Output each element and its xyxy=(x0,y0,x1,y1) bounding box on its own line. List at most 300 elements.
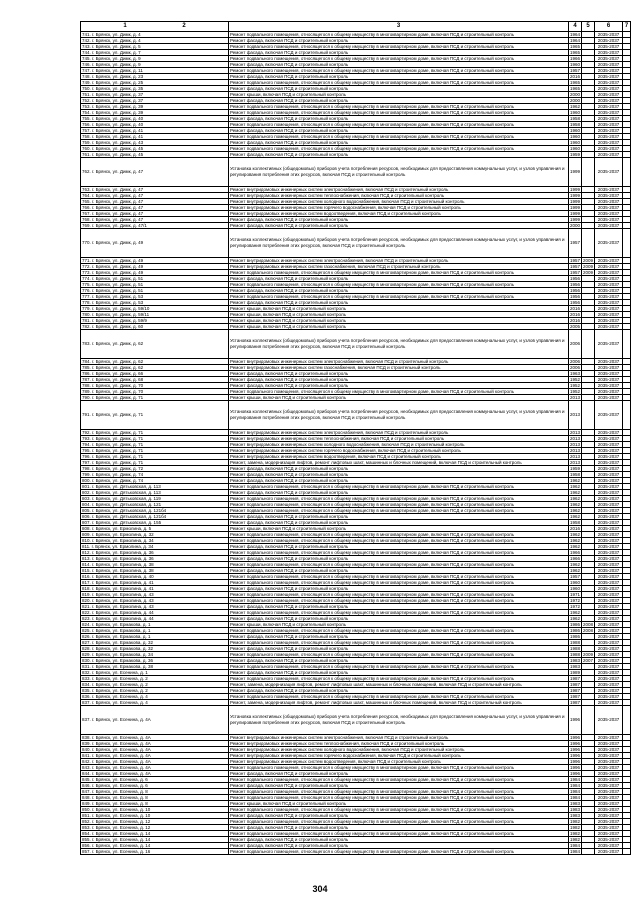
planned-period-cell: 2035-2037 xyxy=(595,282,623,288)
work-type-cell: Ремонт фасада, включая ПСД и строительный контроль xyxy=(229,128,569,134)
work-type-cell: Ремонт фасада, включая ПСД и строительный контроль xyxy=(229,140,569,146)
work-type-cell: Ремонт фасада, включая ПСД и строительный контроль xyxy=(229,616,569,622)
address-cell: 770. г. Брянск, ул. Димк, д. 49 xyxy=(81,229,229,258)
address-cell: 778. г. Брянск, ул. Димк, д. 53 xyxy=(81,300,229,306)
work-type-cell: Ремонт подвального помещения, относящегося к общему имуществу в многоквартирном доме, включая ПСД и строительный контроль xyxy=(229,146,569,152)
year-built-cell: 1957 xyxy=(570,574,581,579)
work-type-cell: Ремонт фасада, включая ПСД и строительный контроль xyxy=(229,300,569,306)
address-cell: 837. г. Брянск, ул. Есенина, д. 4 xyxy=(81,700,229,706)
work-type-cell: Ремонт фасада, включая ПСД и строительный контроль xyxy=(229,116,569,122)
address-cell: 847. г. Брянск, ул. Есенина, д. 8 xyxy=(81,789,229,795)
year-built-cell: 1988 xyxy=(570,652,581,657)
year-built-cell: 1964 xyxy=(570,38,581,43)
address-cell: 848. г. Брянск, ул. Есенина, д. 8 xyxy=(81,795,229,801)
year-built-cell: 1957 xyxy=(569,229,582,258)
work-type-cell: Ремонт фасада, включая ПСД и строительный контроль xyxy=(229,544,569,550)
address-cell: 764. г. Брянск, ул. Димк, д. 47 xyxy=(81,193,229,199)
year-built-cell: 1960 xyxy=(570,134,581,139)
planned-period-cell: 2035-2037 xyxy=(595,98,623,104)
planned-period-cell: 2035-2037 xyxy=(595,496,623,502)
work-type-cell: Ремонт фасада, включая ПСД и строительный контроль xyxy=(229,813,569,819)
planned-period-cell: 2035-2037 xyxy=(595,610,623,616)
work-type-cell: Ремонт крыши, включая ПСД и строительный контроль xyxy=(229,622,569,628)
work-type-cell: Ремонт подвального помещения, относящегося к общему имуществу в многоквартирном доме, включая ПСД и строительный контроль xyxy=(229,777,569,783)
planned-period-cell: 2035-2037 xyxy=(595,270,623,276)
planned-period-cell: 2035-2037 xyxy=(595,377,623,383)
table-header-row xyxy=(81,22,631,32)
address-cell: 756. г. Брянск, ул. Димк, д. 40 xyxy=(81,122,229,128)
planned-period-cell: 2035-2037 xyxy=(595,430,623,436)
planned-period-cell: 2035-2037 xyxy=(595,44,623,50)
year-built-cell: 1957 xyxy=(570,264,581,269)
planned-period-cell: 2035-2037 xyxy=(595,300,623,306)
address-cell: 765. г. Брянск, ул. Димк, д. 47 xyxy=(81,199,229,205)
address-cell: 802. г. Брянск, ул. Дятьковская, д. 113 xyxy=(81,490,229,496)
year-built-cell: 1960 xyxy=(570,586,581,591)
planned-period-cell: 2035-2037 xyxy=(595,306,623,312)
address-cell: 846. г. Брянск, ул. Есенина, д. 6 xyxy=(81,783,229,789)
planned-period-cell: 2035-2037 xyxy=(595,264,623,270)
planned-period-cell: 2035-2037 xyxy=(595,288,623,294)
planned-period-cell: 2035-2037 xyxy=(595,676,623,682)
year-built-cell: 1964 xyxy=(570,32,581,37)
address-cell: 750. г. Брянск, ул. Димк, д. 35 xyxy=(81,86,229,92)
work-type-cell: Установка коллективных (общедомовых) приборов учета потребления ресурсов, необходимых для предоставления коммунальных услуг, и узлов управления и регулирования потребления этих ресурсов, включая ПСД и строительный контроль xyxy=(229,401,569,430)
address-cell: 857. г. Брянск, ул. Есенина, д. 16 xyxy=(81,849,229,855)
work-type-cell: Ремонт крыши, включая ПСД и строительный контроль xyxy=(229,526,569,532)
work-type-cell: Ремонт фасада, включая ПСД и строительный контроль xyxy=(229,152,569,158)
planned-period-cell: 2035-2037 xyxy=(595,747,623,753)
work-type-cell: Ремонт фасада, включая ПСД и строительный контроль xyxy=(229,383,569,389)
planned-period-cell: 2035-2037 xyxy=(595,38,623,44)
planned-period-cell: 2035-2037 xyxy=(595,395,623,401)
address-cell: 777. г. Брянск, ул. Димк, д. 53 xyxy=(81,294,229,300)
year-built-cell: 1999 xyxy=(570,199,581,204)
planned-period-cell: 2035-2037 xyxy=(595,140,623,146)
work-type-cell: Ремонт фасада, включая ПСД и строительный контроль xyxy=(229,50,569,56)
work-type-cell: Ремонт внутридомовых инженерных систем водоотведения, включая ПСД и строительный контроль xyxy=(229,454,569,460)
year-built-cell: 2013 xyxy=(570,430,581,435)
address-cell: 793. г. Брянск, ул. Димк, д. 71 xyxy=(81,436,229,442)
planned-period-cell: 2035-2037 xyxy=(595,831,623,837)
planned-period-cell: 2035-2037 xyxy=(595,276,623,282)
planned-period-cell: 2035-2037 xyxy=(595,753,623,759)
planned-period-cell: 2035-2037 xyxy=(595,538,623,544)
year-built-cell: 1962 xyxy=(570,496,581,501)
address-cell: 749. г. Брянск, ул. Димк, д. 25 xyxy=(81,80,229,86)
planned-period-cell: 2035-2037 xyxy=(595,735,623,741)
address-cell: 827. г. Брянск, ул. Ермакова, д. 32 xyxy=(81,640,229,646)
capital-repair-table xyxy=(80,21,631,855)
year-built-cell: 1989 xyxy=(570,670,581,675)
work-type-cell: Ремонт подвального помещения, относящегося к общему имуществу в многоквартирном доме, включая ПСД и строительный контроль xyxy=(229,104,569,110)
planned-period-cell: 2035-2037 xyxy=(595,783,623,789)
year-built-cell: 1996 xyxy=(569,706,582,735)
planned-period-cell: 2035-2037 xyxy=(595,104,623,110)
last-repair-year-cell: 2007 xyxy=(583,658,594,663)
planned-period-cell: 2035-2037 xyxy=(595,128,623,134)
address-cell: 758. г. Брянск, ул. Димк, д. 41 xyxy=(81,134,229,140)
address-cell: 803. г. Брянск, ул. Дятьковская, д. 119 xyxy=(81,496,229,502)
work-type-cell: Ремонт внутридомовых инженерных систем теплоснабжения, включая ПСД и строительный контроль xyxy=(229,436,569,442)
planned-period-cell: 2035-2037 xyxy=(595,365,623,371)
year-built-cell: 1958 xyxy=(570,520,581,525)
address-cell: 774. г. Брянск, ул. Димк, д. 51 xyxy=(81,276,229,282)
table-row xyxy=(81,401,631,430)
planned-period-cell: 2035-2037 xyxy=(595,526,623,532)
planned-period-cell: 2035-2037 xyxy=(595,56,623,62)
year-built-cell: 1982 xyxy=(570,831,581,836)
year-built-cell: 1956 xyxy=(570,300,581,305)
work-type-cell: Ремонт внутридомовых инженерных систем теплоснабжения, включая ПСД и строительный контроль xyxy=(229,741,569,747)
planned-period-cell: 2035-2037 xyxy=(595,122,623,128)
year-built-cell: 1972 xyxy=(570,598,581,603)
work-type-cell: Ремонт подвального помещения, относящегося к общему имуществу в многоквартирном доме, включая ПСД и строительный контроль xyxy=(229,134,569,140)
address-cell: 830. г. Брянск, ул. Ермакова, д. 36 xyxy=(81,658,229,664)
last-repair-year-cell: 2008 xyxy=(583,628,594,633)
address-cell: 795. г. Брянск, ул. Димк, д. 71 xyxy=(81,448,229,454)
year-built-cell: 1999 xyxy=(570,187,581,192)
planned-period-cell: 2035-2037 xyxy=(595,765,623,771)
planned-period-cell: 2035-2037 xyxy=(595,741,623,747)
planned-period-cell: 2035-2037 xyxy=(595,205,623,211)
planned-period-cell: 2035-2037 xyxy=(595,652,623,658)
work-type-cell: Ремонт фасада, включая ПСД и строительный контроль xyxy=(229,514,569,520)
note-cell xyxy=(623,229,631,258)
year-built-cell: 1986 xyxy=(570,622,581,627)
year-built-cell: 1983 xyxy=(570,801,581,806)
address-cell: 799. г. Брянск, ул. Димк, д. 74 xyxy=(81,472,229,478)
year-built-cell: 2013 xyxy=(569,401,582,430)
address-cell: 772. г. Брянск, ул. Димк, д. 49 xyxy=(81,264,229,270)
work-type-cell: Установка коллективных (общедомовых) приборов учета потребления ресурсов, необходимых для предоставления коммунальных услуг, и узлов управления и регулирования потребления этих ресурсов, включая ПСД и строительный контроль xyxy=(229,706,569,735)
address-cell: 767. г. Брянск, ул. Димк, д. 47 xyxy=(81,211,229,217)
address-cell: 852. г. Брянск, ул. Есенина, д. 12 xyxy=(81,819,229,825)
planned-period-cell: 2035-2037 xyxy=(595,436,623,442)
note-cell xyxy=(623,330,631,359)
planned-period-cell: 2035-2037 xyxy=(595,706,623,735)
address-cell: 761. г. Брянск, ул. Димк, д. 45 xyxy=(81,152,229,158)
address-cell: 762. г. Брянск, ул. Димк, д. 47 xyxy=(81,158,229,187)
work-type-cell: Установка коллективных (общедомовых) приборов учета потребления ресурсов, необходимых для предоставления коммунальных услуг, и узлов управления и регулирования потребления этих ресурсов, включая ПСД и строительный контроль xyxy=(229,158,569,187)
year-built-cell: 1984 xyxy=(570,849,581,854)
planned-period-cell: 2035-2037 xyxy=(595,646,623,652)
year-built-cell: 1958 xyxy=(570,122,581,127)
work-type-cell: Ремонт фасада, включая ПСД и строительный контроль xyxy=(229,86,569,92)
last-repair-year-cell: 2008 xyxy=(583,622,594,627)
address-cell: 828. г. Брянск, ул. Ермакова, д. 32 xyxy=(81,646,229,652)
year-built-cell: 1962 xyxy=(570,568,581,573)
year-built-cell: 1986 xyxy=(570,628,581,633)
planned-period-cell: 2035-2037 xyxy=(595,50,623,56)
address-cell: 754. г. Брянск, ул. Димк, д. 39 xyxy=(81,110,229,116)
planned-period-cell: 2035-2037 xyxy=(595,801,623,807)
address-cell: 751. г. Брянск, ул. Димк, д. 37 xyxy=(81,92,229,98)
work-type-cell: Ремонт внутридомовых инженерных систем электроснабжения, включая ПСД и строительный контроль xyxy=(229,359,569,365)
address-cell: 832. г. Брянск, ул. Есенина, д. 1 xyxy=(81,670,229,676)
planned-period-cell: 2035-2037 xyxy=(595,825,623,831)
year-built-cell: 1999 xyxy=(569,158,582,187)
header-cell-col-6: 6 xyxy=(595,22,623,32)
work-type-cell: Ремонт, замена, модернизация лифтов, ремонт лифтовых шахт, машинных и блочных помещений, включая ПСД и строительный контроль xyxy=(229,460,569,466)
last-repair-year-cell xyxy=(582,229,595,258)
year-built-cell: 1984 xyxy=(570,783,581,788)
work-type-cell: Ремонт внутридомовых инженерных систем горячего водоснабжения, включая ПСД и строительный контроль xyxy=(229,448,569,454)
year-built-cell: 1984 xyxy=(570,795,581,800)
year-built-cell: 2013 xyxy=(570,454,581,459)
work-type-cell: Ремонт фасада, включая ПСД и строительный контроль xyxy=(229,586,569,592)
work-type-cell: Ремонт внутридомовых инженерных систем электроснабжения, включая ПСД и строительный контроль xyxy=(229,430,569,436)
work-type-cell: Ремонт подвального помещения, относящегося к общему имуществу в многоквартирном доме, включая ПСД и строительный контроль xyxy=(229,508,569,514)
work-type-cell: Ремонт подвального помещения, относящегося к общему имуществу в многоквартирном доме, включая ПСД и строительный контроль xyxy=(229,532,569,538)
address-cell: 805. г. Брянск, ул. Дятьковская, д. 121б4 xyxy=(81,508,229,514)
work-type-cell: Ремонт фасада, включая ПСД и строительный контроль xyxy=(229,670,569,676)
year-built-cell: 1966 xyxy=(570,556,581,561)
work-type-cell: Ремонт фасада, включая ПСД и строительный контроль xyxy=(229,783,569,789)
last-repair-year-cell: 2009 xyxy=(583,652,594,657)
address-cell: 808. г. Брянск, ул. Ермолина, д. 5 xyxy=(81,526,229,532)
planned-period-cell: 2035-2037 xyxy=(595,694,623,700)
year-built-cell: 2013 xyxy=(570,395,581,400)
year-built-cell: 1962 xyxy=(570,610,581,615)
work-type-cell: Ремонт подвального помещения, относящегося к общему имуществу в многоквартирном доме, включая ПСД и строительный контроль xyxy=(229,484,569,490)
address-cell: 786. г. Брянск, ул. Димк, д. 66 xyxy=(81,371,229,377)
year-built-cell: 1962 xyxy=(570,562,581,567)
planned-period-cell: 2035-2037 xyxy=(595,580,623,586)
work-type-cell: Ремонт крыши, включая ПСД и строительный контроль xyxy=(229,395,569,401)
year-built-cell: 1996 xyxy=(570,747,581,752)
address-cell: 856. г. Брянск, ул. Есенина, д. 14 xyxy=(81,843,229,849)
year-built-cell: 1958 xyxy=(570,116,581,121)
work-type-cell: Ремонт внутридомовых инженерных систем холодного водоснабжения, включая ПСД и строительный контроль xyxy=(229,747,569,753)
planned-period-cell: 2035-2037 xyxy=(595,74,623,80)
work-type-cell: Ремонт фасада, включая ПСД и строительный контроль xyxy=(229,98,569,104)
note-cell xyxy=(623,158,631,187)
address-cell: 741. г. Брянск, ул. Димк, д. 4 xyxy=(81,32,229,38)
planned-period-cell: 2035-2037 xyxy=(595,586,623,592)
address-cell: 783. г. Брянск, ул. Димк, д. 62 xyxy=(81,330,229,359)
year-built-cell: 2006 xyxy=(569,330,582,359)
address-cell: 836. г. Брянск, ул. Есенина, д. 4 xyxy=(81,694,229,700)
year-built-cell: 1982 xyxy=(570,837,581,842)
planned-period-cell: 2035-2037 xyxy=(595,849,623,855)
address-cell: 821. г. Брянск, ул. Ермолина, д. 43 xyxy=(81,604,229,610)
year-built-cell: 1965 xyxy=(570,80,581,85)
address-cell: 839. г. Брянск, ул. Есенина, д. 4А xyxy=(81,741,229,747)
work-type-cell: Ремонт подвального помещения, относящегося к общему имуществу в многоквартирном доме, включая ПСД и строительный контроль xyxy=(229,538,569,544)
last-repair-year-cell xyxy=(582,330,595,359)
planned-period-cell: 2035-2037 xyxy=(595,134,623,140)
planned-period-cell: 2035-2037 xyxy=(595,640,623,646)
planned-period-cell: 2035-2037 xyxy=(595,550,623,556)
work-type-cell: Установка коллективных (общедомовых) приборов учета потребления ресурсов, необходимых для предоставления коммунальных услуг, и узлов управления и регулирования потребления этих ресурсов, включая ПСД и строительный контроль xyxy=(229,330,569,359)
planned-period-cell: 2035-2037 xyxy=(595,86,623,92)
address-cell: 748. г. Брянск, ул. Димк, д. 23 xyxy=(81,74,229,80)
work-type-cell: Ремонт фасада, включая ПСД и строительный контроль xyxy=(229,276,569,282)
work-type-cell: Ремонт подвального помещения, относящегося к общему имуществу в многоквартирном доме, включая ПСД и строительный контроль xyxy=(229,652,569,658)
work-type-cell: Ремонт фасада, включая ПСД и строительный контроль xyxy=(229,288,569,294)
address-cell: 789. г. Брянск, ул. Димк, д. 70 xyxy=(81,389,229,395)
work-type-cell: Ремонт фасада, включая ПСД и строительный контроль xyxy=(229,646,569,652)
address-cell: 825. г. Брянск, ул. Ермакова, д. 1 xyxy=(81,628,229,634)
address-cell: 792. г. Брянск, ул. Димк, д. 71 xyxy=(81,430,229,436)
work-type-cell: Ремонт подвального помещения, относящегося к общему имуществу в многоквартирном доме, включая ПСД и строительный контроль xyxy=(229,122,569,128)
header-cell-col-7: 7 xyxy=(623,22,631,32)
address-cell: 815. г. Брянск, ул. Ермолина, д. 38 xyxy=(81,568,229,574)
address-cell: 797. г. Брянск, ул. Димк, д. 71 xyxy=(81,460,229,466)
address-cell: 755. г. Брянск, ул. Димк, д. 40 xyxy=(81,116,229,122)
planned-period-cell: 2035-2037 xyxy=(595,460,623,466)
work-type-cell: Ремонт подвального помещения, относящегося к общему имуществу в многоквартирном доме, включая ПСД и строительный контроль xyxy=(229,676,569,682)
planned-period-cell: 2035-2037 xyxy=(595,80,623,86)
planned-period-cell: 2035-2037 xyxy=(595,789,623,795)
address-cell: 775. г. Брянск, ул. Димк, д. 51 xyxy=(81,282,229,288)
address-cell: 843. г. Брянск, ул. Есенина, д. 4А xyxy=(81,765,229,771)
year-built-cell: 1982 xyxy=(570,819,581,824)
year-built-cell: 2006 xyxy=(570,359,581,364)
work-type-cell: Ремонт крыши, включая ПСД и строительный контроль xyxy=(229,318,569,324)
address-cell: 743. г. Брянск, ул. Димк, д. 5 xyxy=(81,44,229,50)
planned-period-cell: 2035-2037 xyxy=(595,478,623,484)
year-built-cell: 1966 xyxy=(570,56,581,61)
year-built-cell: 1983 xyxy=(570,664,581,669)
year-built-cell: 1956 xyxy=(570,294,581,299)
year-built-cell: 1996 xyxy=(570,765,581,770)
last-repair-year-cell xyxy=(582,158,595,187)
work-type-cell: Ремонт внутридомовых инженерных систем горячего водоснабжения, включая ПСД и строительный контроль xyxy=(229,753,569,759)
year-built-cell: 1987 xyxy=(570,682,581,687)
address-cell: 790. г. Брянск, ул. Димк, д. 71 xyxy=(81,395,229,401)
planned-period-cell: 2035-2037 xyxy=(595,223,623,229)
year-built-cell: 1999 xyxy=(570,205,581,210)
address-cell: 854. г. Брянск, ул. Есенина, д. 14 xyxy=(81,831,229,837)
address-cell: 780. г. Брянск, ул. Димк, д. 59/11 xyxy=(81,312,229,318)
last-repair-year-cell xyxy=(582,401,595,430)
planned-period-cell: 2035-2037 xyxy=(595,688,623,694)
table-row xyxy=(81,229,631,258)
year-built-cell: 1982 xyxy=(570,825,581,830)
year-built-cell: 1987 xyxy=(570,694,581,699)
year-built-cell: 1952 xyxy=(570,383,581,388)
planned-period-cell: 2035-2037 xyxy=(595,371,623,377)
work-type-cell: Ремонт подвального помещения, относящегося к общему имуществу в многоквартирном доме, включая ПСД и строительный контроль xyxy=(229,389,569,395)
planned-period-cell: 2035-2037 xyxy=(595,383,623,389)
year-built-cell: 2013 xyxy=(570,436,581,441)
address-cell: 841. г. Брянск, ул. Есенина, д. 4А xyxy=(81,753,229,759)
work-type-cell: Ремонт подвального помещения, относящегося к общему имуществу в многоквартирном доме, включая ПСД и строительный контроль xyxy=(229,68,569,74)
last-repair-year-cell xyxy=(582,849,595,855)
year-built-cell: 1956 xyxy=(570,276,581,281)
year-built-cell: 1960 xyxy=(570,580,581,585)
year-built-cell: 1959 xyxy=(570,466,581,471)
planned-period-cell: 2035-2037 xyxy=(595,32,623,38)
planned-period-cell: 2035-2037 xyxy=(595,807,623,813)
address-cell: 753. г. Брянск, ул. Димк, д. 39 xyxy=(81,104,229,110)
address-cell: 796. г. Брянск, ул. Димк, д. 71 xyxy=(81,454,229,460)
work-type-cell: Ремонт фасада, включая ПСД и строительный контроль xyxy=(229,825,569,831)
work-type-cell: Ремонт подвального помещения, относящегося к общему имуществу в многоквартирном доме, включая ПСД и строительный контроль xyxy=(229,807,569,813)
planned-period-cell: 2035-2037 xyxy=(595,843,623,849)
address-cell: 823. г. Брянск, ул. Ермолина, д. 44 xyxy=(81,616,229,622)
work-type-cell: Установка коллективных (общедомовых) приборов учета потребления ресурсов, необходимых для предоставления коммунальных услуг, и узлов управления и регулирования потребления этих ресурсов, включая ПСД и строительный контроль xyxy=(229,229,569,258)
year-built-cell: 1999 xyxy=(570,217,581,222)
work-type-cell: Ремонт внутридомовых инженерных систем газоснабжения, включая ПСД и строительный контроль xyxy=(229,365,569,371)
address-cell: 747. г. Брянск, ул. Димк, д. 11 xyxy=(81,68,229,74)
year-built-cell: 1962 xyxy=(570,502,581,507)
address-cell: 849. г. Брянск, ул. Есенина, д. 8 xyxy=(81,801,229,807)
last-repair-year-cell xyxy=(582,706,595,735)
work-type-cell: Ремонт подвального помещения, относящегося к общему имуществу в многоквартирном доме, включая ПСД и строительный контроль xyxy=(229,580,569,586)
work-type-cell: Ремонт подвального помещения, относящегося к общему имуществу в многоквартирном доме, включая ПСД и строительный контроль xyxy=(229,765,569,771)
work-type-cell: Ремонт подвального помещения, относящегося к общему имуществу в многоквартирном доме, включая ПСД и строительный контроль xyxy=(229,80,569,86)
planned-period-cell: 2035-2037 xyxy=(595,592,623,598)
planned-period-cell: 2035-2037 xyxy=(595,92,623,98)
planned-period-cell: 2035-2037 xyxy=(595,312,623,318)
work-type-cell: Ремонт фасада, включая ПСД и строительный контроль xyxy=(229,38,569,44)
work-type-cell: Ремонт подвального помещения, относящегося к общему имуществу в многоквартирном доме, включая ПСД и строительный контроль xyxy=(229,694,569,700)
work-type-cell: Ремонт внутридомовых инженерных систем холодного водоснабжения, включая ПСД и строительный контроль xyxy=(229,442,569,448)
work-type-cell: Ремонт подвального помещения, относящегося к общему имуществу в многоквартирном доме, включая ПСД и строительный контроль xyxy=(229,789,569,795)
work-type-cell: Ремонт фасада, включая ПСД и строительный контроль xyxy=(229,478,569,484)
year-built-cell: 1984 xyxy=(570,843,581,848)
address-cell: 826. г. Брянск, ул. Ермакова, д. 1 xyxy=(81,634,229,640)
address-cell: 766. г. Брянск, ул. Димк, д. 47 xyxy=(81,205,229,211)
address-cell: 819. г. Брянск, ул. Ермолина, д. 43 xyxy=(81,592,229,598)
planned-period-cell: 2035-2037 xyxy=(595,544,623,550)
year-built-cell: 1952 xyxy=(570,389,581,394)
address-cell: 763. г. Брянск, ул. Димк, д. 47 xyxy=(81,187,229,193)
year-built-cell: 2016 xyxy=(570,526,581,531)
year-built-cell: 1957 xyxy=(570,270,581,275)
work-type-cell: Ремонт, замена, модернизация лифтов, ремонт лифтовых шахт, машинных и блочных помещений, включая ПСД и строительный контроль xyxy=(229,700,569,706)
address-cell: 773. г. Брянск, ул. Димк, д. 49 xyxy=(81,270,229,276)
planned-period-cell: 2035-2037 xyxy=(595,795,623,801)
work-type-cell: Ремонт внутридомовых инженерных систем электроснабжения, включая ПСД и строительный контроль xyxy=(229,735,569,741)
planned-period-cell: 2035-2037 xyxy=(595,574,623,580)
work-type-cell: Ремонт крыши, включая ПСД и строительный контроль xyxy=(229,306,569,312)
planned-period-cell: 2035-2037 xyxy=(595,401,623,430)
work-type-cell: Ремонт крыши, включая ПСД и строительный контроль xyxy=(229,312,569,318)
year-built-cell: 1962 xyxy=(570,538,581,543)
address-cell: 845. г. Брянск, ул. Есенина, д. 6 xyxy=(81,777,229,783)
work-type-cell: Ремонт внутридомовых инженерных систем холодного водоснабжения, включая ПСД и строительный контроль xyxy=(229,199,569,205)
header-cell-col-5: 5 xyxy=(582,22,595,32)
planned-period-cell: 2035-2037 xyxy=(595,448,623,454)
address-cell: 842. г. Брянск, ул. Есенина, д. 4А xyxy=(81,759,229,765)
work-type-cell: Ремонт подвального помещения, относящегося к общему имуществу в многоквартирном доме, включая ПСД и строительный контроль xyxy=(229,56,569,62)
address-cell: 834. г. Брянск, ул. Есенина, д. 2 xyxy=(81,682,229,688)
planned-period-cell: 2035-2037 xyxy=(595,837,623,843)
year-built-cell: 1962 xyxy=(570,514,581,519)
planned-period-cell: 2035-2037 xyxy=(595,62,623,68)
work-type-cell: Ремонт подвального помещения, относящегося к общему имуществу в многоквартирном доме, включая ПСД и строительный контроль xyxy=(229,550,569,556)
planned-period-cell: 2035-2037 xyxy=(595,568,623,574)
address-cell: 837. г. Брянск, ул. Есенина, д. 4А xyxy=(81,706,229,735)
address-cell: 804. г. Брянск, ул. Дятьковская, д. 121 xyxy=(81,502,229,508)
year-built-cell: 1971 xyxy=(570,592,581,597)
year-built-cell: 2016 xyxy=(570,74,581,79)
work-type-cell: Ремонт подвального помещения, относящегося к общему имуществу в многоквартирном доме, включая ПСД и строительный контроль xyxy=(229,664,569,670)
header-cell-col-1 xyxy=(81,22,229,32)
year-built-cell: 1996 xyxy=(570,771,581,776)
year-built-cell: 1959 xyxy=(570,152,581,157)
year-built-cell: 1962 xyxy=(570,104,581,109)
planned-period-cell: 2035-2037 xyxy=(595,556,623,562)
work-type-cell: Ремонт подвального помещения, относящегося к общему имуществу в многоквартирном доме, включая ПСД и строительный контроль xyxy=(229,294,569,300)
table-row xyxy=(81,706,631,735)
year-built-cell: 1987 xyxy=(570,688,581,693)
work-type-cell: Ремонт подвального помещения, относящегося к общему имуществу в многоквартирном доме, включая ПСД и строительный контроль xyxy=(229,849,569,855)
